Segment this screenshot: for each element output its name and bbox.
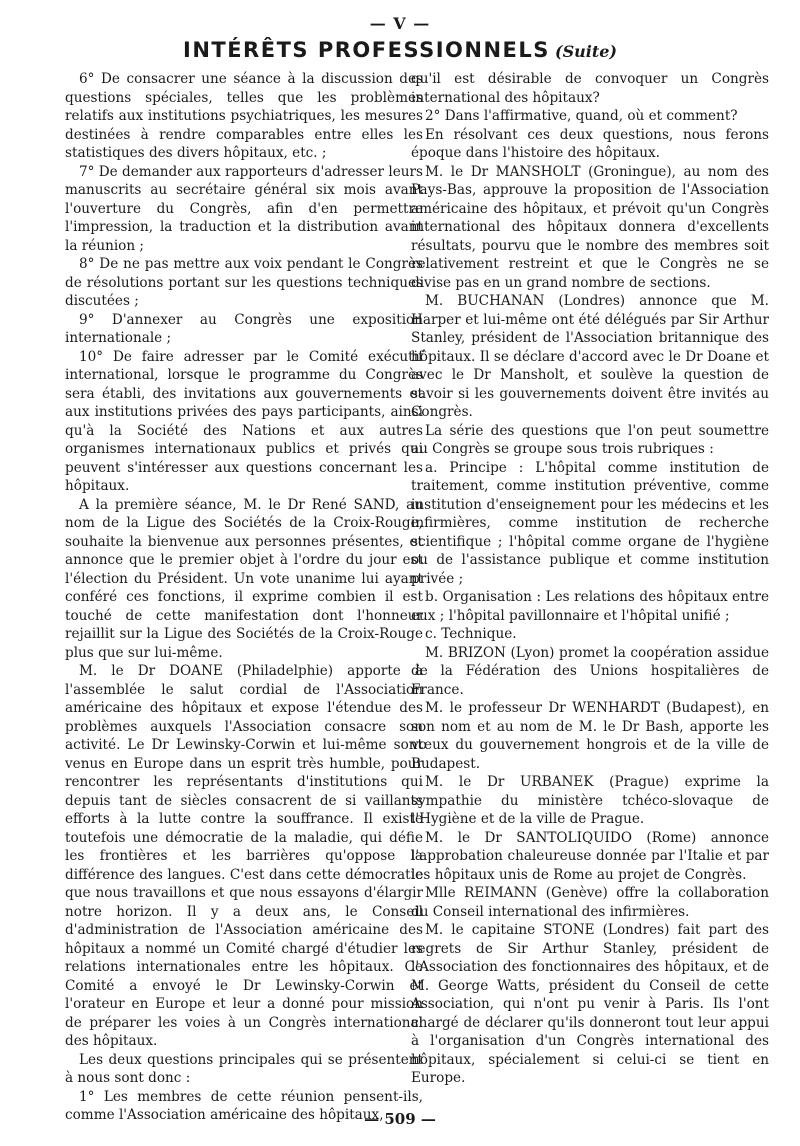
left-column: [65, 70, 423, 1125]
section-title: INTÉRÊTS PROFESSIONNELS: [183, 38, 550, 62]
paragraph-epoch: En résolvant ces deux questions, nous ferons époque dans l'histoire des hôpitaux.: [411, 126, 769, 161]
paragraph-item-6: 6° De consacrer une séance à la discussion des questions spéciales, telles que les problèmes relatifs aux institutions psychiatriques, les mesures destinées à rendre comparables entre elles les statistiques des divers hôpitaux, etc. ;: [65, 71, 423, 161]
paragraph-question-1: 1° Les membres de cette réunion pensent-ils, comme l'Association américaine des hôpitaux,: [65, 1088, 423, 1123]
paragraph-stone: M. le capitaine STONE (Londres) fait part des regrets de Sir Arthur Stanley, président de l'Association des fonctionnaires des hôpitaux, et de M. George Watts, président du Conseil de cette Association, qui n'ont pu venir à Paris. Ils l'ont chargé de déclarer qu'ils donneront tout leur appui à l'organisation d'un Congrès international des hôpitaux, spécialement si celui-ci se tient en Europe.: [411, 922, 769, 1086]
right-column: [411, 70, 769, 1088]
paragraph-question-2: 2° Dans l'affirmative, quand, où et comment?: [425, 108, 738, 124]
paragraph-questions-intro: Les deux questions principales qui se présentent à nous sont donc :: [65, 1051, 423, 1086]
paragraph-reimann: Mlle REIMANN (Genève) offre la collaboration du Conseil international des infirmières.: [411, 885, 769, 920]
paragraph-urbanek: M. le Dr URBANEK (Prague) exprime la sympathie du ministère tchéco-slovaque de l'Hygiène et de la ville de Prague.: [411, 774, 769, 827]
paragraph-item-7: 7° De demander aux rapporteurs d'adresser leurs manuscrits au secrétaire général six mois avant l'ouverture du Congrès, afin d'en permettre l'impression, la traduction et la distribution avant la réunion ;: [65, 163, 423, 254]
paragraph-mansholt: M. le Dr MANSHOLT (Groningue), au nom des Pays-Bas, approuve la proposition de l'Association américaine des hôpitaux, et prévoit qu'un Congrès international des hôpitaux donnera d'excellents résultats, pourvu que le nombre des membres soit relativement restreint et que le Congrès ne se divise pas en un grand nombre de sections.: [411, 163, 769, 291]
paragraph-organisation: b. Organisation : Les relations des hôpitaux entre eux ; l'hôpital pavillonnaire et l'hôpital unifié ;: [411, 589, 769, 624]
paragraph-item-8: 8° De ne pas mettre aux voix pendant le Congrès de résolutions portant sur les questions techniques discutées ;: [65, 256, 423, 309]
paragraph-wenhardt: M. le professeur Dr WENHARDT (Budapest), en son nom et au nom de M. le Dr Bash, apporte les vœux du gouvernement hongrois et de la ville de Budapest.: [411, 700, 769, 772]
paragraph-technique: c. Technique.: [425, 626, 517, 642]
paragraph-item-9: 9° D'annexer au Congrès une exposition internationale ;: [65, 311, 423, 346]
page-number: — 509 —: [364, 1110, 436, 1128]
paragraph-question-1-cont: qu'il est désirable de convoquer un Congrès international des hôpitaux?: [411, 71, 769, 106]
paragraph-sand: A la première séance, M. le Dr René SAND, au nom de la Ligue des Sociétés de la Croix-Rouge, souhaite la bienvenue aux personnes présentes, et annonce que le premier objet à l'ordre du jour est l'élection du Président. Un vote unanime lui ayant conféré ces fonctions, il exprime combien il est touché de cette manifestation dont l'honneur rejaillit sur la Ligue des Sociétés de la Croix-Rouge plus que sur lui-même.: [65, 496, 423, 661]
paragraph-buchanan: M. BUCHANAN (Londres) annonce que M. Harper et lui-même ont été délégués par Sir Arthur Stanley, président de l'Association britannique des hôpitaux. Il se déclare d'accord avec le Dr Doane et avec le Dr Mansholt, et soulève la question de savoir si les gouvernements doivent être invités au Congrès.: [411, 293, 769, 420]
paragraph-rubriques: La série des questions que l'on peut soumettre au Congrès se groupe sous trois rubriques :: [411, 422, 769, 457]
paragraph-doane: M. le Dr DOANE (Philadelphie) apporte à l'assemblée le salut cordial de l'Association américaine des hôpitaux et expose l'étendue des problèmes auxquels l'Association consacre son activité. Le Dr Lewinsky-Corwin et lui-même sont venus en Europe dans un esprit très humble, pour rencontrer les représentants d'institutions qui depuis tant de siècles consacrent de si vaillants efforts à la lutte contre la souffrance. Il existe toutefois une démocratie de la maladie, qui défie les frontières et les barrières qu'oppose la différence des langues. C'est dans cette démocratie que nous travaillons et que nous essayons d'élargir notre horizon. Il y a deux ans, le Conseil d'administration de l'Association américaine des hôpitaux a nommé un Comité chargé d'étudier les relations internationales entre les hôpitaux. Ce Comité a envoyé le Dr Lewinsky-Corwin et l'orateur en Europe et leur a donné pour mission de préparer les voies à un Congrès international des hôpitaux.: [65, 663, 423, 1049]
section-header: [0, 38, 800, 62]
page-marker: — V —: [369, 14, 431, 33]
paragraph-santoliquido: M. le Dr SANTOLIQUIDO (Rome) annonce l'approbation chaleureuse donnée par l'Italie et par les hôpitaux unis de Rome au projet de Congrès.: [411, 829, 769, 883]
paragraph-brizon: M. BRIZON (Lyon) promet la coopération assidue de la Fédération des Unions hospitalières de France.: [411, 644, 769, 698]
paragraph-item-10: 10° De faire adresser par le Comité exécutif international, lorsque le programme du Congrès sera établi, des invitations aux gouvernements et aux institutions privées des pays participants, ainsi qu'à la Société des Nations et aux autres organismes internationaux publics et privés qui peuvent s'intéresser aux questions concernant les hôpitaux.: [65, 348, 423, 494]
paragraph-principe: a. Principe : L'hôpital comme institution de traitement, comme institution préventive, comme institution d'enseignement pour les médecins et les infirmières, comme institution de recherche scientifique ; l'hôpital comme organe de l'hygiène ou de l'assistance publique et comme institution privée ;: [411, 459, 769, 587]
section-suite: (Suite): [555, 42, 617, 61]
